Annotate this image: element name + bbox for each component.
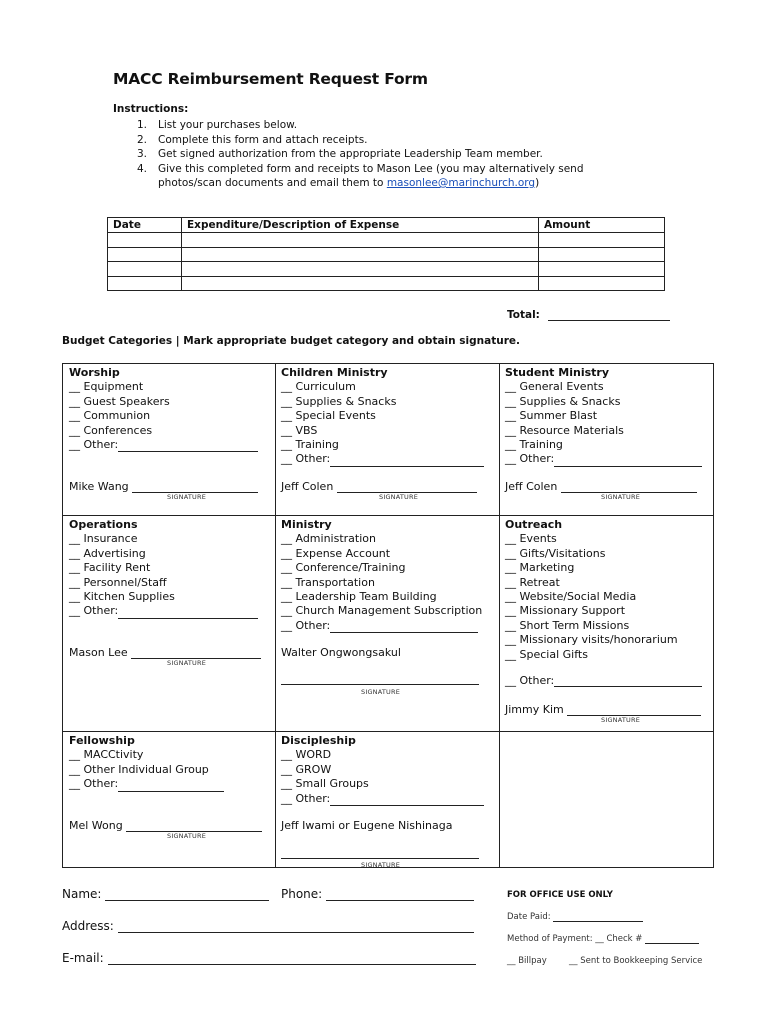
- checkbox-item[interactable]: __ Special Gifts: [505, 647, 588, 661]
- table-row: [108, 247, 665, 262]
- checkbox-item[interactable]: __ Insurance: [69, 532, 138, 546]
- instruction-item: 2. Complete this form and attach receipts.: [136, 133, 368, 146]
- outreach-signature: Jimmy Kim: [505, 703, 701, 716]
- email-field[interactable]: [108, 951, 476, 965]
- name-label: Name:: [62, 887, 102, 901]
- checkbox-item[interactable]: __ Church Management Subscription: [281, 604, 483, 618]
- amount-cell[interactable]: [539, 233, 665, 248]
- other-item[interactable]: __ Other:: [69, 777, 275, 791]
- instructions-heading: Instructions:: [113, 103, 189, 115]
- fellowship-signature: Mel Wong: [69, 819, 262, 832]
- checkbox-item[interactable]: __ Summer Blast: [505, 409, 598, 423]
- other-item[interactable]: __ Other:: [505, 452, 713, 466]
- checkbox-item[interactable]: __ Equipment: [69, 380, 144, 394]
- checkbox-item[interactable]: __ Other Individual Group: [69, 762, 209, 776]
- discipleship-category: [275, 732, 499, 806]
- outreach-other-item[interactable]: __ Other:: [505, 674, 702, 687]
- date-header: Date: [108, 218, 182, 233]
- fellowship-category: [63, 732, 275, 792]
- other-field[interactable]: [330, 620, 478, 633]
- date-cell[interactable]: [108, 247, 182, 262]
- checkbox-item[interactable]: __ Special Events: [281, 409, 376, 423]
- date-paid-field[interactable]: [553, 912, 643, 922]
- signature-field[interactable]: [561, 480, 697, 493]
- children-ministry-signature: Jeff Colen: [281, 480, 477, 493]
- other-field[interactable]: [330, 454, 484, 467]
- children-ministry-category: [275, 364, 499, 467]
- student-ministry-category: [499, 364, 713, 467]
- budget-categories-heading: Budget Categories | Mark appropriate budget category and obtain signature.: [62, 335, 520, 347]
- checkbox-item[interactable]: __ Transportation: [281, 575, 375, 589]
- operations-signature: Mason Lee: [69, 646, 261, 659]
- bookkeeping-option[interactable]: __ Sent to Bookkeeping Service: [569, 956, 703, 966]
- checkbox-item[interactable]: __ Events: [505, 532, 557, 546]
- ministry-category: [275, 516, 499, 633]
- operations-category: [63, 516, 275, 619]
- other-item[interactable]: __ Other:: [69, 438, 275, 452]
- checkbox-item[interactable]: __ Curriculum: [281, 380, 356, 394]
- description-header: Expenditure/Description of Expense: [182, 218, 539, 233]
- category-title: Fellowship: [69, 734, 135, 747]
- table-row: [108, 262, 665, 277]
- description-cell[interactable]: [182, 262, 539, 277]
- checkbox-item[interactable]: __ General Events: [505, 380, 604, 394]
- checkbox-item[interactable]: __ Training: [505, 438, 563, 452]
- checkbox-item[interactable]: __ Guest Speakers: [69, 394, 170, 408]
- other-item[interactable]: __ Other:: [281, 452, 499, 466]
- other-field[interactable]: [118, 606, 258, 619]
- other-item[interactable]: __ Other:: [69, 604, 275, 618]
- checkbox-item[interactable]: __ Marketing: [505, 561, 575, 575]
- other-field[interactable]: [118, 779, 224, 792]
- phone-label: Phone:: [281, 887, 323, 901]
- signature-label: SIGNATURE: [361, 861, 401, 869]
- checkbox-item[interactable]: __ Conference/Training: [281, 561, 406, 575]
- other-field[interactable]: [118, 439, 258, 452]
- worship-signature: Mike Wang: [69, 480, 258, 493]
- amount-cell[interactable]: [539, 247, 665, 262]
- checkbox-item[interactable]: __ Retreat: [505, 575, 560, 589]
- expense-table: [107, 217, 665, 291]
- date-paid-row: Date Paid:: [507, 912, 643, 922]
- category-title: Operations: [69, 518, 138, 531]
- signature-field[interactable]: [132, 480, 258, 493]
- signature-label: SIGNATURE: [167, 832, 207, 840]
- table-row: [108, 276, 665, 291]
- expense-table-header: [108, 218, 665, 233]
- address-label: Address:: [62, 919, 114, 933]
- phone-row: [281, 887, 474, 901]
- signature-label: SIGNATURE: [601, 493, 641, 501]
- checkbox-item[interactable]: __ MACCtivity: [69, 748, 144, 762]
- amount-cell[interactable]: [539, 262, 665, 277]
- phone-field[interactable]: [326, 887, 474, 901]
- address-field[interactable]: [118, 919, 474, 933]
- outreach-category: [499, 516, 713, 662]
- signature-field[interactable]: [337, 480, 477, 493]
- date-cell[interactable]: [108, 276, 182, 291]
- total-row: [507, 308, 670, 321]
- checkbox-item[interactable]: __ Communion: [69, 409, 151, 423]
- checkbox-item[interactable]: __ Supplies & Snacks: [281, 394, 397, 408]
- description-cell[interactable]: [182, 247, 539, 262]
- signature-field[interactable]: [281, 672, 479, 685]
- name-field[interactable]: [105, 887, 269, 901]
- checkbox-item[interactable]: __ Gifts/Visitations: [505, 546, 606, 560]
- instruction-item: 1. List your purchases below.: [136, 119, 298, 131]
- signature-field[interactable]: [126, 819, 262, 832]
- signature-label: SIGNATURE: [167, 659, 207, 667]
- signature-field[interactable]: [567, 703, 701, 716]
- checkbox-item[interactable]: __ Leadership Team Building: [281, 590, 437, 604]
- office-use-heading: FOR OFFICE USE ONLY: [507, 890, 613, 900]
- checkbox-item[interactable]: __ Training: [281, 438, 339, 452]
- instruction-item: 3. Get signed authorization from the appropriate Leadership Team member.: [136, 148, 543, 160]
- other-item[interactable]: __ Other:: [281, 792, 499, 806]
- checkbox-item[interactable]: __ Missionary Support: [505, 604, 626, 618]
- checkbox-item[interactable]: __ WORD: [281, 748, 332, 762]
- checkbox-item[interactable]: __ Personnel/Staff: [69, 575, 167, 589]
- instructions-list: [113, 118, 613, 191]
- form-title: MACC Reimbursement Request Form: [113, 70, 428, 88]
- checkbox-item[interactable]: __ Expense Account: [281, 546, 391, 560]
- billpay-option[interactable]: __ Billpay: [507, 956, 547, 966]
- checkbox-item[interactable]: __ Supplies & Snacks: [505, 394, 621, 408]
- checkbox-item[interactable]: __ Advertising: [69, 546, 146, 560]
- description-cell[interactable]: [182, 276, 539, 291]
- total-field[interactable]: [548, 308, 670, 321]
- signature-field[interactable]: [131, 646, 261, 659]
- payment-method-row: Method of Payment: __ Check #: [507, 934, 699, 944]
- checkbox-item[interactable]: __ Administration: [281, 532, 376, 546]
- date-cell[interactable]: [108, 233, 182, 248]
- category-title: Student Ministry: [505, 366, 609, 379]
- worship-category: [63, 364, 275, 452]
- other-field[interactable]: [330, 793, 484, 806]
- other-field[interactable]: [554, 674, 702, 687]
- category-title: Ministry: [281, 518, 332, 531]
- student-ministry-signature: Jeff Colen: [505, 480, 697, 493]
- other-field[interactable]: [554, 454, 702, 467]
- instruction-item: 4. Give this completed form and receipts to Mason Lee (you may alternatively send photos/scan documents and email them to masonlee@marinchurch.org): [136, 162, 584, 189]
- discipleship-signer: Jeff Iwami or Eugene Nishinaga: [281, 819, 453, 832]
- signature-label: SIGNATURE: [601, 716, 641, 724]
- budget-category-grid: [62, 363, 714, 868]
- other-item[interactable]: __ Other:: [281, 619, 499, 633]
- check-number-field[interactable]: [645, 934, 699, 944]
- total-label: Total:: [507, 309, 540, 321]
- checkbox-item[interactable]: __ Conferences: [69, 423, 153, 437]
- checkbox-item[interactable]: __ Resource Materials: [505, 423, 624, 437]
- checkbox-item[interactable]: __ Short Term Missions: [505, 618, 630, 632]
- category-title: Worship: [69, 366, 120, 379]
- ministry-signer: Walter Ongwongsakul: [281, 646, 401, 659]
- email-label: E-mail:: [62, 951, 104, 965]
- signature-label: SIGNATURE: [167, 493, 207, 501]
- checkbox-item[interactable]: __ VBS: [281, 423, 318, 437]
- amount-header: Amount: [539, 218, 665, 233]
- checkbox-item[interactable]: __ Kitchen Supplies: [69, 590, 175, 604]
- signature-label: SIGNATURE: [361, 688, 401, 696]
- signature-field[interactable]: [281, 846, 479, 859]
- checkbox-item[interactable]: __ Website/Social Media: [505, 590, 637, 604]
- checkbox-item[interactable]: __ Small Groups: [281, 777, 369, 791]
- email-link[interactable]: masonlee@marinchurch.org: [386, 177, 536, 189]
- description-cell[interactable]: [182, 233, 539, 248]
- table-row: [108, 233, 665, 248]
- signature-label: SIGNATURE: [379, 493, 419, 501]
- date-cell[interactable]: [108, 262, 182, 277]
- category-title: Outreach: [505, 518, 563, 531]
- name-row: [62, 887, 269, 901]
- checkbox-item[interactable]: __ Facility Rent: [69, 561, 151, 575]
- checkbox-item[interactable]: __ GROW: [281, 762, 332, 776]
- amount-cell[interactable]: [539, 276, 665, 291]
- checkbox-item[interactable]: __ Missionary visits/honorarium: [505, 633, 678, 647]
- category-title: Children Ministry: [281, 366, 388, 379]
- email-row: [62, 951, 476, 965]
- address-row: [62, 919, 474, 933]
- category-title: Discipleship: [281, 734, 356, 747]
